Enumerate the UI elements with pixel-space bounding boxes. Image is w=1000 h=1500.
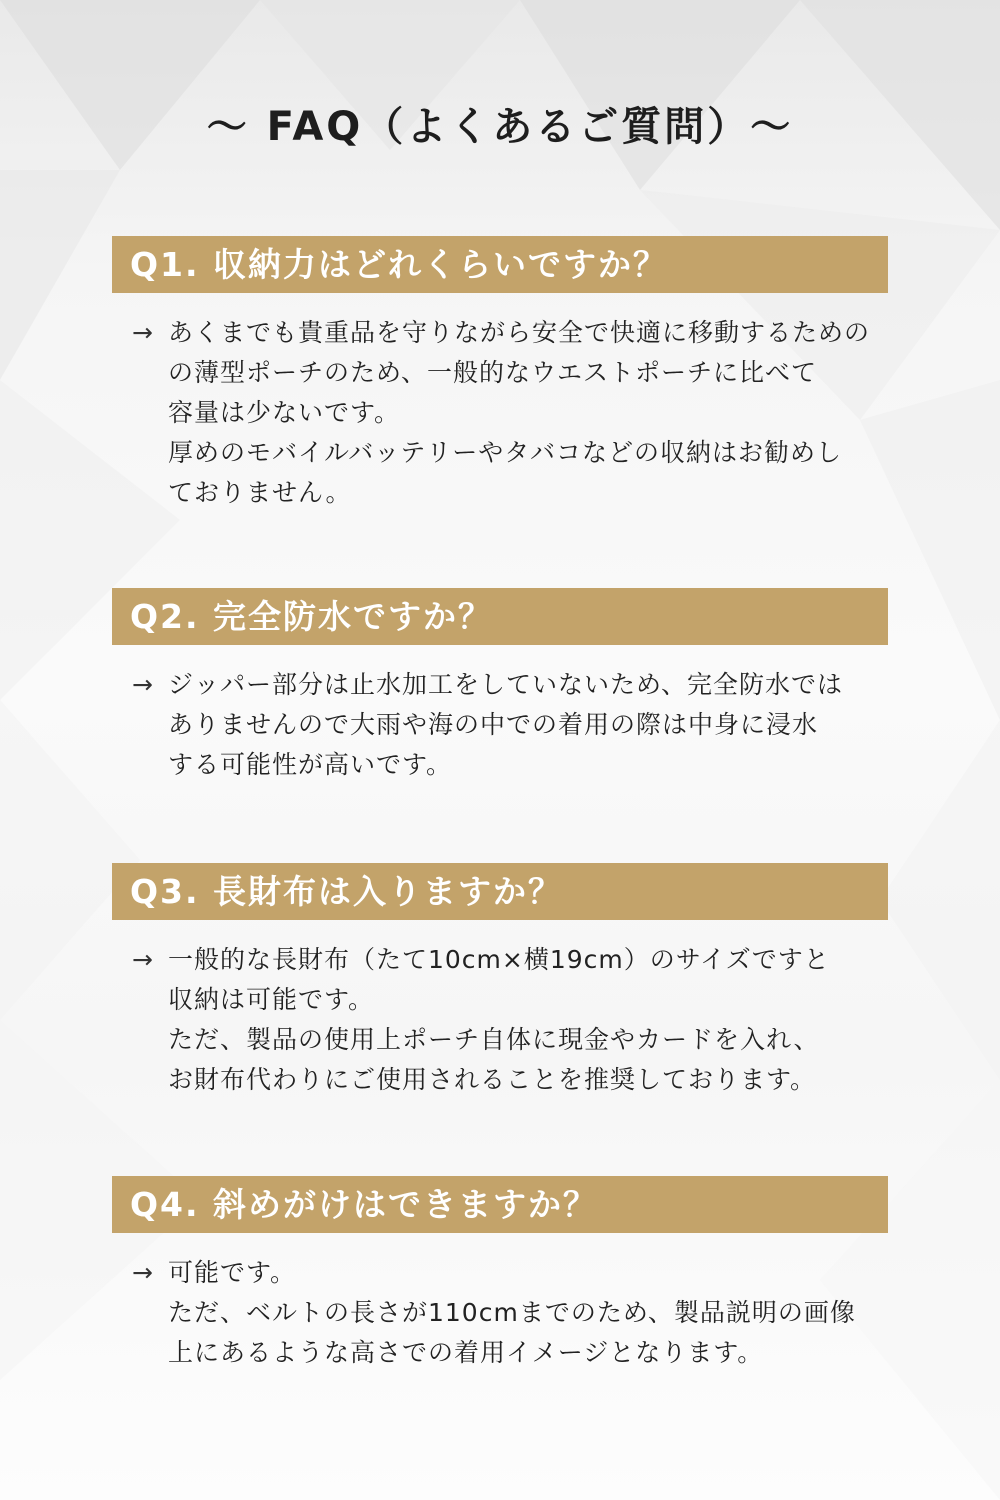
answer-line: する可能性が高いです。 [168,750,453,779]
page-title: 〜 FAQ（よくあるご質問）〜 [206,104,794,150]
answer-line: ただ、ベルトの長さが110cmまでのため、製品説明の画像 [168,1298,856,1327]
faq-item-1 [112,236,888,513]
arrow-right-icon: → [132,318,153,347]
answer-block [112,1253,888,1373]
answer-line: 一般的な長財布（たて10cm×横19cm）のサイズですと [168,945,830,974]
answer-line: ジッパー部分は止水加工をしていないため、完全防水では [168,670,844,699]
arrow-right-icon: → [132,1258,153,1287]
answer-line: あくまでも貴重品を守りながら安全で快適に移動するための [168,318,871,347]
question-bar: Q4. 斜めがけはできますか？ [112,1176,888,1233]
answer-line: 厚めのモバイルバッテリーやタバコなどの収納はお勧めし [168,438,843,467]
answer-line: の薄型ポーチのため、一般的なウエストポーチに比べて [168,358,818,387]
answer-line: 可能です。 [168,1258,297,1287]
arrow-right-icon: → [132,670,153,699]
answer-line: お財布代わりにご使用されることを推奨しております。 [168,1065,817,1094]
answer-block [112,665,888,785]
arrow-right-icon: → [132,945,153,974]
answer-line: ておりません。 [168,478,352,507]
question-bar: Q3. 長財布は入りますか？ [112,863,888,920]
answer-line: 上にあるような高さでの着用イメージとなります。 [168,1338,764,1367]
answer-line: 収納は可能です。 [168,985,375,1014]
faq-item-4 [112,1176,888,1373]
answer-block [112,313,888,513]
question-bar: Q1. 収納力はどれくらいですか？ [112,236,888,293]
question-bar: Q2. 完全防水ですか？ [112,588,888,645]
faq-item-2 [112,588,888,785]
answer-block [112,940,888,1100]
answer-line: ただ、製品の使用上ポーチ自体に現金やカードを入れ、 [168,1025,820,1054]
answer-line: ありませんので大雨や海の中での着用の際は中身に浸水 [168,710,819,739]
answer-line: 容量は少ないです。 [168,398,401,427]
faq-item-3 [112,863,888,1100]
